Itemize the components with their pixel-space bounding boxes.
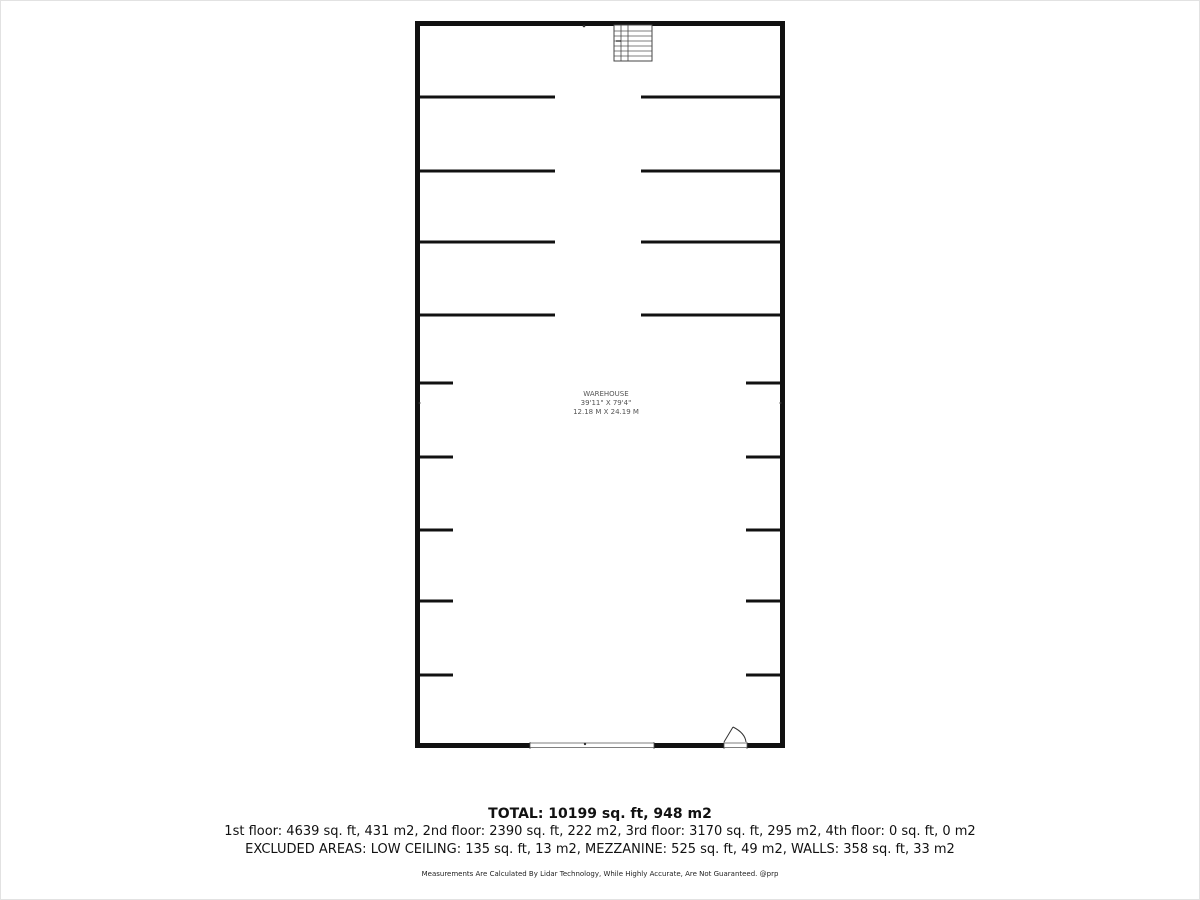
entry-door — [724, 727, 747, 749]
room-dimensions-imperial: 39'11" X 79'4" — [580, 399, 632, 407]
room-name: WAREHOUSE — [583, 390, 629, 398]
partition-walls-upper — [419, 97, 781, 315]
wall-marker — [583, 25, 586, 28]
garage-door — [530, 742, 654, 749]
room-dimensions-metric: 12.18 M X 24.19 M — [573, 408, 639, 416]
disclaimer: Measurements Are Calculated By Lidar Technology, While Highly Accurate, Are Not Guaranteed. @prp — [421, 870, 779, 878]
excluded-areas: EXCLUDED AREAS: LOW CEILING: 135 sq. ft, 13 m2, MEZZANINE: 525 sq. ft, 49 m2, WALLS: 358 sq. ft, 33 m2 — [245, 842, 955, 857]
partition-stubs-lower — [419, 383, 781, 675]
outer-wall — [418, 24, 783, 746]
total-area: TOTAL: 10199 sq. ft, 948 m2 — [488, 806, 712, 822]
wall-marker — [780, 402, 782, 404]
floor-areas: 1st floor: 4639 sq. ft, 431 m2, 2nd floor: 2390 sq. ft, 222 m2, 3rd floor: 3170 sq. ft, 295 m2, 4th floor: 0 sq. ft, 0 m2 — [224, 824, 976, 839]
wall-marker — [419, 402, 421, 404]
staircase — [614, 25, 652, 61]
